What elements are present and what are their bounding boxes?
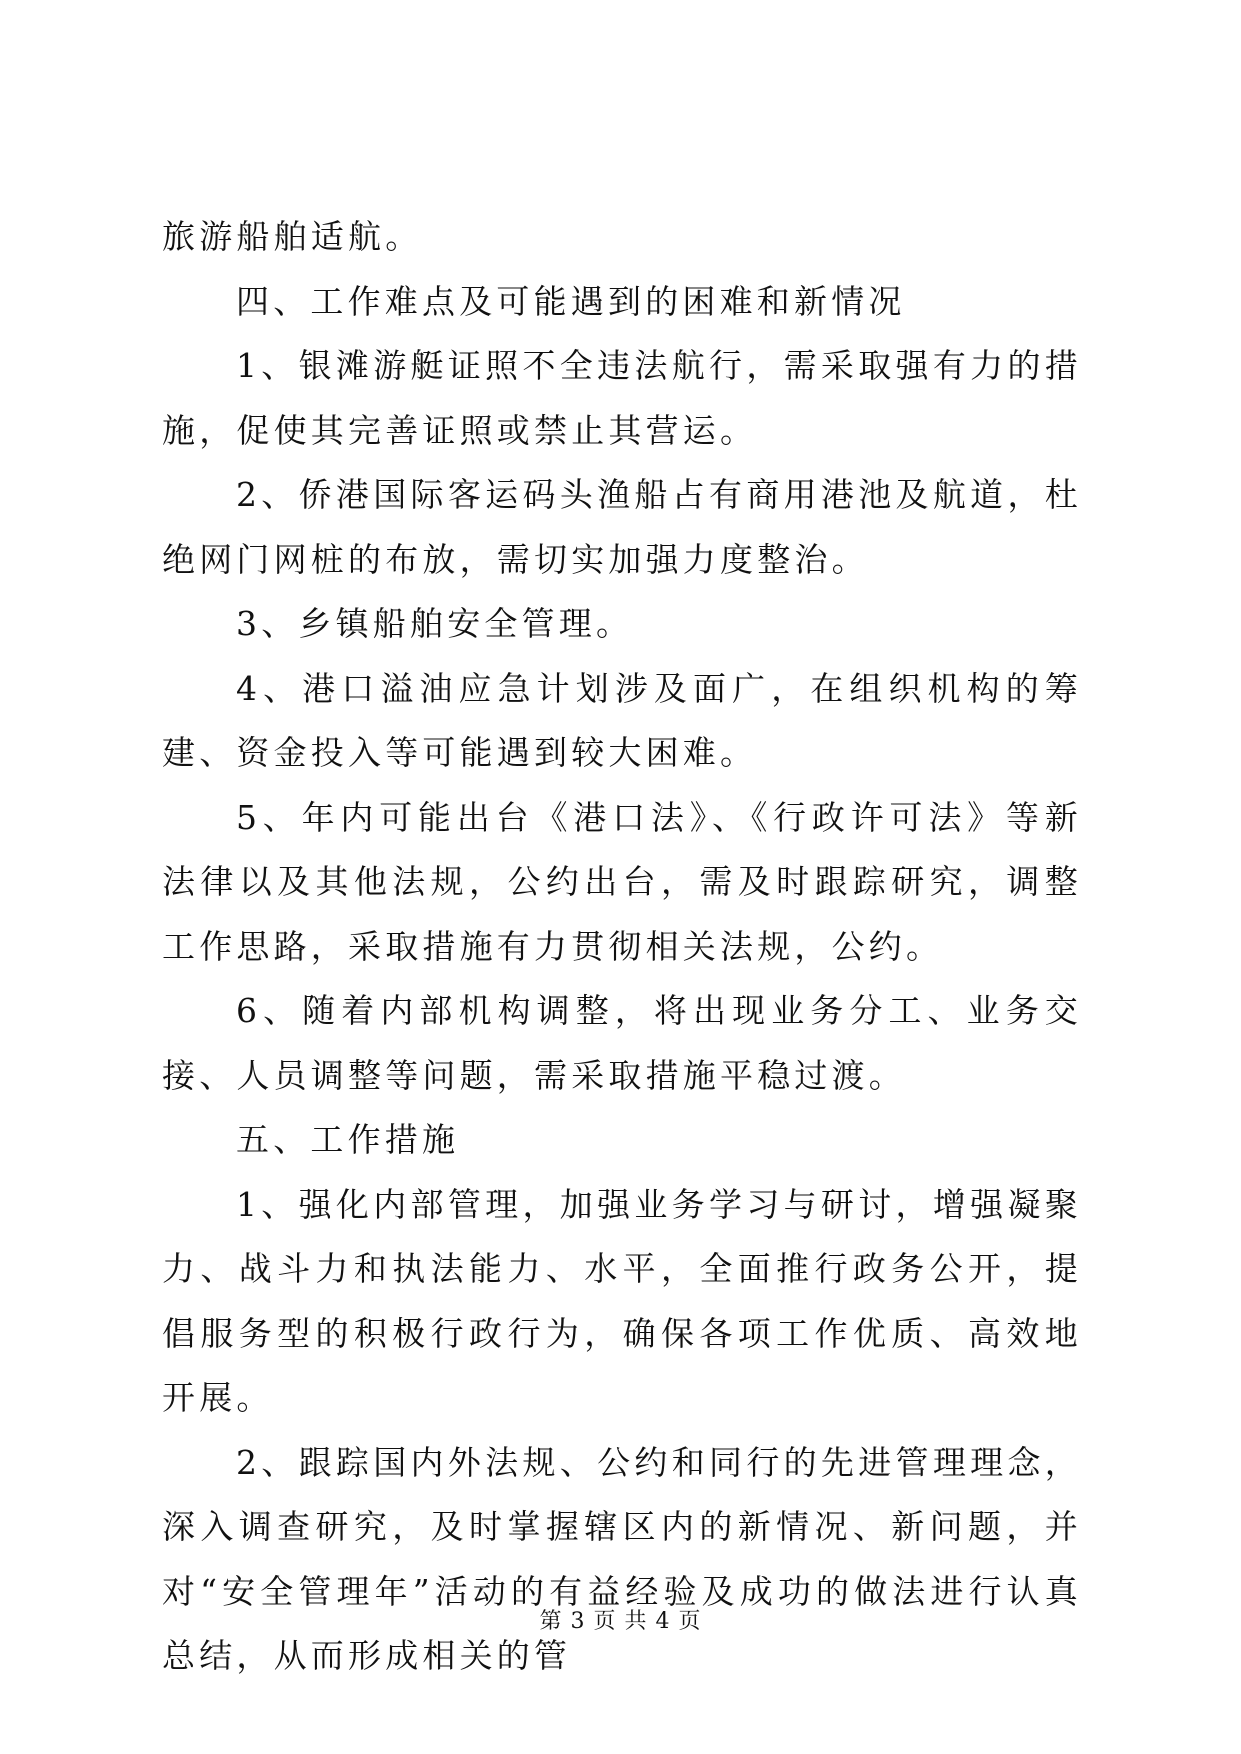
section-heading-measures: 五、工作措施 (236, 1120, 460, 1159)
paragraph-measure-2: 2、跟踪国内外法规、公约和同行的先进管理理念，深入调查研究，及时掌握辖区内的新情况、新问题，并对“安全管理年”活动的有益经验及成功的做法进行认真总结，从而形成相关的管 (162, 1442, 1082, 1675)
paragraph-item-5: 5、年内可能出台《港口法》、《行政许可法》等新法律以及其他法规，公约出台，需及时跟踪研究，调整工作思路，采取措施有力贯彻相关法规，公约。 (162, 797, 1082, 966)
paragraph-item-3: 3、乡镇船舶安全管理。 (236, 604, 634, 643)
paragraph-item-2: 2、侨港国际客运码头渔船占有商用港池及航道，杜绝网门网桩的布放，需切实加强力度整治。 (162, 475, 1082, 579)
paragraph-item-6: 6、随着内部机构调整，将出现业务分工、业务交接、人员调整等问题，需采取措施平稳过渡。 (162, 991, 1082, 1095)
paragraph-continuation: 旅游船舶适航。 (162, 217, 423, 256)
document-body (162, 205, 1082, 1689)
page-footer (0, 1604, 1241, 1635)
paragraph-item-1: 1、银滩游艇证照不全违法航行，需采取强有力的措施，促使其完善证照或禁止其营运。 (162, 346, 1082, 450)
paragraph-item-4: 4、港口溢油应急计划涉及面广，在组织机构的筹建、资金投入等可能遇到较大困难。 (162, 668, 1082, 772)
page-number-label: 第 3 页 共 4 页 (539, 1609, 702, 1634)
section-heading-difficulties: 四、工作难点及可能遇到的困难和新情况 (236, 281, 906, 321)
paragraph-measure-1: 1、强化内部管理，加强业务学习与研讨，增强凝聚力、战斗力和执法能力、水平，全面推行政务公开，提倡服务型的积极行政行为，确保各项工作优质、高效地开展。 (162, 1184, 1082, 1417)
